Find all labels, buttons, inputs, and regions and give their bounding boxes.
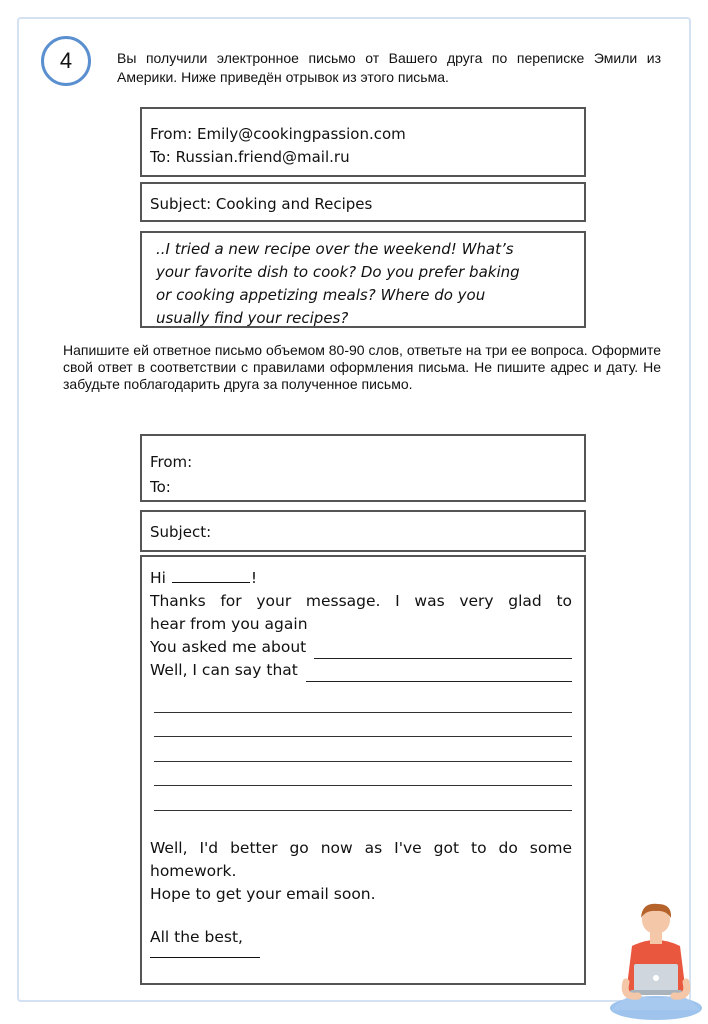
name-blank[interactable] — [172, 568, 250, 583]
writing-lines — [150, 688, 572, 811]
student-with-laptop-illustration — [608, 898, 704, 1022]
reply-to-label: To: — [150, 478, 171, 496]
reply-body-box — [140, 555, 586, 985]
reply-subject-box — [140, 510, 586, 552]
can-say-row — [150, 659, 572, 682]
asked-about-blank[interactable] — [314, 642, 572, 659]
incoming-body-line: or cooking appetizing meals? Where do you — [156, 286, 486, 304]
signature-blank[interactable] — [150, 951, 260, 958]
incoming-body-line: your favorite dish to cook? Do you prefer baking — [156, 263, 520, 281]
greeting-end: ! — [250, 569, 258, 587]
writing-line[interactable] — [154, 713, 572, 738]
reply-header-box — [140, 434, 586, 502]
thanks-line-1: Thanks for your message. I was very glad to — [150, 592, 572, 610]
incoming-body-line: usually find your recipes? — [156, 309, 349, 327]
greeting-start: Hi — [150, 569, 166, 587]
writing-line[interactable] — [154, 737, 572, 762]
thanks-line-2: hear from you again — [150, 615, 308, 633]
greeting-line — [150, 567, 572, 590]
incoming-body-line: ..I tried a new recipe over the weekend! What’s — [156, 240, 514, 258]
reply-from-label: From: — [150, 453, 193, 471]
writing-line[interactable] — [154, 688, 572, 713]
asked-about-label: You asked me about — [150, 638, 307, 656]
can-say-label: Well, I can say that — [150, 661, 298, 679]
incoming-subject-box — [140, 182, 586, 222]
incoming-subject: Subject: Cooking and Recipes — [150, 195, 373, 213]
sign-off: All the best, — [150, 927, 243, 946]
writing-line[interactable] — [154, 762, 572, 787]
asked-about-row — [150, 636, 572, 659]
closing-line-2: homework. — [150, 861, 237, 880]
incoming-header-box — [140, 107, 586, 177]
hope-line: Hope to get your email soon. — [150, 884, 376, 903]
task-number: 4 — [59, 48, 73, 73]
can-say-blank[interactable] — [306, 665, 572, 682]
closing-line-1: Well, I'd better go now as I've got to do some — [150, 838, 572, 857]
writing-line[interactable] — [154, 786, 572, 811]
incoming-to: To: Russian.friend@mail.ru — [150, 148, 350, 166]
task-instructions: Напишите ей ответное письмо объемом 80-90 слов, ответьте на три ее вопроса. Оформите свой ответ в соответствии с правилами оформления письма. Не пишите адрес и дату. Не забудьте поблагодарить друга за полученное письмо. — [63, 342, 661, 392]
incoming-from: From: Emily@cookingpassion.com — [150, 125, 406, 143]
task-intro: Вы получили электронное письмо от Вашего друга по переписке Эмили из Америки. Ниже приведён отрывок из этого письма. — [117, 50, 661, 85]
incoming-body-box — [140, 231, 586, 328]
task-number-badge — [41, 36, 91, 86]
reply-subject-label: Subject: — [150, 523, 212, 541]
